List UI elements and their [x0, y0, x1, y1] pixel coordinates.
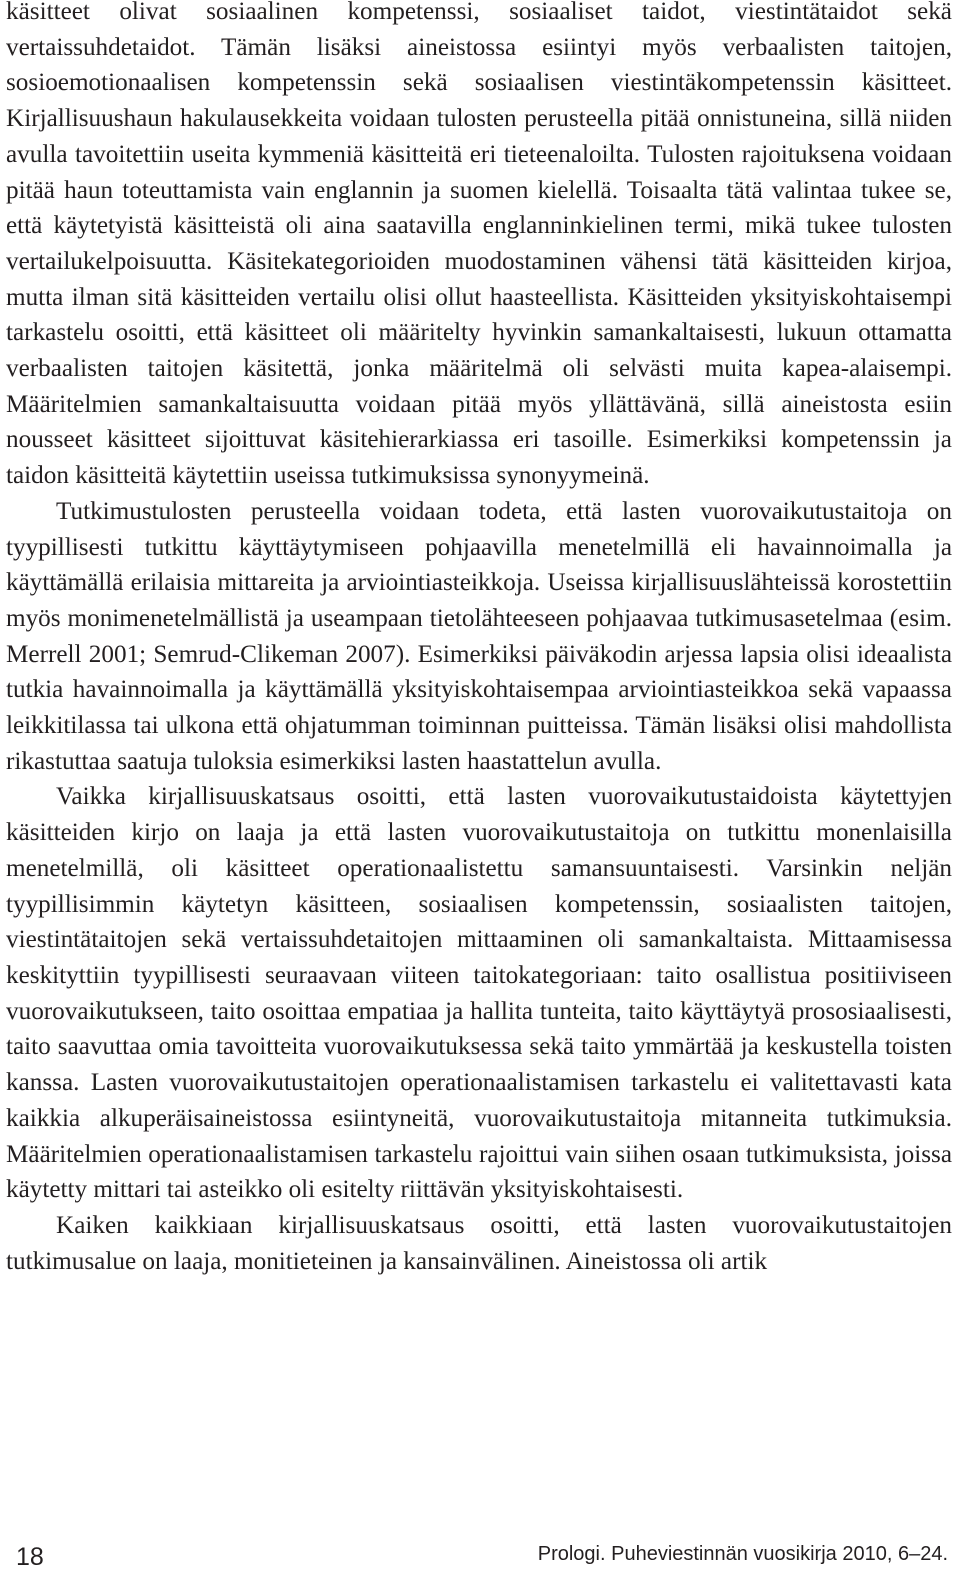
paragraph: Vaikka kirjallisuuskatsaus osoitti, että lasten vuorovaikutustaidoista käytettyjen käsitteiden kirjo on laaja ja että lasten vuorovaikutustaitoja on tutkittu monenlaisilla menetelmillä, oli käsitteet operationaalistettu samansuuntaisesti. Varsinkin neljän tyypillisimmin käytetyn käsitteen, sosiaalisen kompetenssin, sosiaalisten taitojen, viestintätaitojen sekä vertaissuhdetaitojen mittaaminen oli samankaltaista. Mittaamisessa keskityttiin tyypillisesti seuraavaan viiteen taitokategoriaan: taito osallistua positiiviseen vuorovaikutukseen, taito osoittaa empatiaa ja hallita tunteita, taito käyttäytyä prososiaalisesti, taito saavuttaa omia tavoitteita vuorovaikutuksessa sekä taito ymmärtää ja keskustella toisten kanssa. Lasten vuorovaikutustaitojen operationaalistamisen tarkastelu ei valitettavasti kata kaikkia alkuperäisaineistossa esiintyneitä, vuorovaikutustaitoja mitanneita tutkimuksia. Määritelmien operationaalistamisen tarkastelu rajoittui vain siihen osaan tutkimuksista, joissa käytetty mittari tai asteikko oli esitelty riittävän yksityiskohtaisesti.	[6, 783, 952, 1204]
paragraph-continued: käsitteet olivat sosiaalinen kompetenssi, sosiaaliset taidot, viestintätaidot sekä vertaissuhdetaidot. Tämän lisäksi aineistossa esiintyi myös verbaalisten taitojen, sosioemotionaalisen kompetenssin sekä sosiaalisen viestintäkompetenssin käsitteet. Kirjallisuushaun hakulausekkeita voidaan tulosten perusteella pitää onnistuneina, sillä niiden avulla tavoitettiin useita kymmeniä käsitteitä eri tieteenaloilta. Tulosten rajoituksena voidaan pitää haun toteuttamista vain englannin ja suomen kielellä. Toisaalta tätä valintaa tukee se, että käytetyistä käsitteistä oli aina saatavilla englanninkielinen termi, mikä tukee tulosten vertailukelpoisuutta. Käsitekategorioiden muodostaminen vähensi tätä käsitteiden kirjoa, mutta ilman sitä käsitteiden vertailu olisi ollut haasteellista. Käsitteiden yksityiskohtaisempi tarkastelu osoitti, että käsitteet oli määritelty hyvinkin samankaltaisesti, lukuun ottamatta verbaalisten taitojen käsitettä, jonka määritelmä oli selvästi muita kapea-alaisempi. Määritelmien samankaltaisuutta voidaan pitää myös yllättävänä, sillä aineistosta esiin nousseet käsitteet sijoittuvat käsitehierarkiassa eri tasoille. Esimerkiksi kompetenssin ja taidon käsitteitä käytettiin useissa tutkimuksissa synonyymeinä.	[6, 0, 952, 490]
paragraph: Kaiken kaikkiaan kirjallisuuskatsaus osoitti, että lasten vuorovaikutustaitojen tutkimusalue on laaja, monitieteinen ja kansainvälinen. Aineistossa oli artik	[6, 1211, 952, 1275]
page-number: 18	[16, 1543, 44, 1571]
journal-reference: Prologi. Puheviestinnän vuosikirja 2010, 6–24.	[537, 1543, 948, 1565]
document-page	[6, 0, 952, 1575]
body-text	[6, 0, 952, 1279]
paragraph: Tutkimustulosten perusteella voidaan todeta, että lasten vuorovaikutustaitoja on tyypillisesti tutkittu käyttäytymiseen pohjaavilla menetelmillä eli havainnoimalla ja käyttämällä erilaisia mittareita ja arviointiasteikkoja. Useissa kirjallisuuslähteissä korostettiin myös monimenetelmällistä ja useampaan tietolähteeseen pohjaavaa tutkimusasetelmaa (esim. Merrell 2001; Semrud-Clikeman 2007). Esimerkiksi päiväkodin arjessa lapsia olisi ideaalista tutkia havainnoimalla ja käyttämällä yksityiskohtaisempaa arviointiasteikkoa sekä vapaassa leikkitilassa tai ulkona että ohjatumman toiminnan puitteissa. Tämän lisäksi olisi mahdollista rikastuttaa saatuja tuloksia esimerkiksi lasten haastattelun avulla.	[6, 497, 952, 775]
page-footer	[6, 1538, 952, 1572]
